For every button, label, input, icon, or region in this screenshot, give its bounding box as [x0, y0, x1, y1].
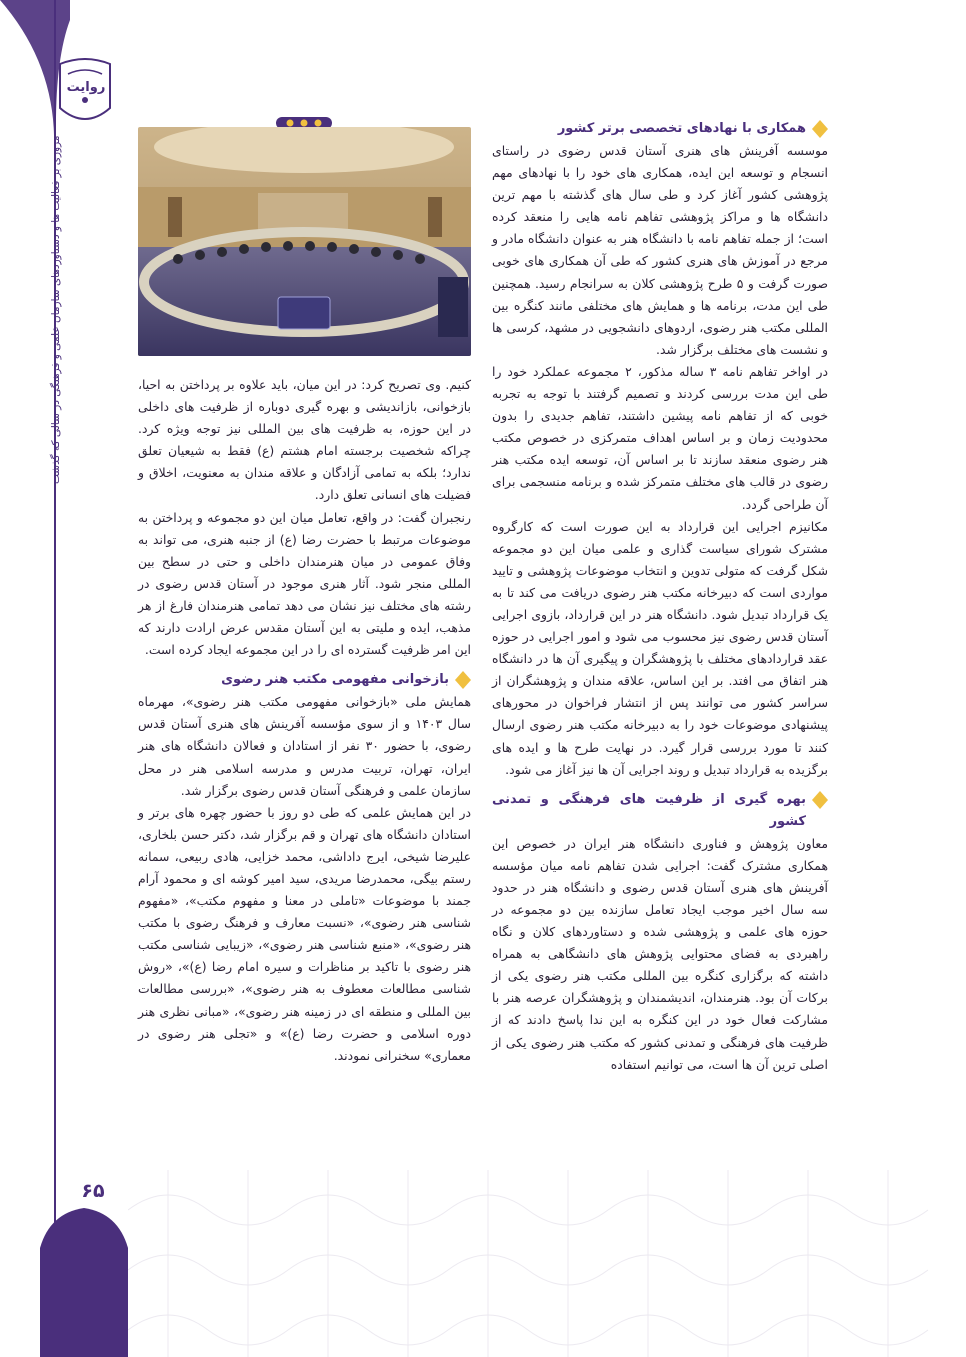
heading-bullet-icon	[812, 120, 828, 138]
heading-text: بهره گیری از ظرفیت های فرهنگی و تمدنی کشور	[492, 791, 806, 829]
heading-bullet-icon	[812, 791, 828, 809]
logo-text: روایت	[66, 80, 106, 95]
heading-bullet-icon	[455, 671, 471, 689]
page-number: ۶۵	[81, 1180, 105, 1202]
paragraph: در اواخر تفاهم نامه ۳ ساله مذکور، ۲ مجموعه عملکرد خود را طی این مدت بررسی کردند و تصمیم گرفتند با توجه به تجربه خوبی که از تفاهم نامه پیشین داشتند، تفاهم جدیدی را بدون محدودیت زمان و بر اساس اهداف متمرکزی در خصوص مکتب هنر رضوی منعقد سازند تا بر اساس آن، توسعه ایده مکتب هنر رضوی در قالب های مختلف متمرکز شده و برنامه منسجمی برای آن طراحی گردد.	[492, 363, 828, 512]
footer-geometric-pattern	[128, 1170, 966, 1357]
right-text-column	[492, 118, 828, 1076]
page-tab-ornament	[40, 1208, 128, 1357]
heading-text: همکاری با نهادهای تخصصی برتر کشور	[557, 121, 806, 136]
left-text-column	[138, 374, 471, 1067]
paragraph: موسسه آفرینش های هنری آستان قدس رضوی در راستای انسجام و توسعه این ایده، همکاری های خود را با نهادهای مهم پژوهشی کشور آغاز کرد و طی سال های گذشته با مهم ترین دانشگاه ها و مراکز پژوهشی تفاهم نامه هایی را منعقد کرده است؛ از جمله تفاهم نامه با دانشگاه هنر به عنوان دانشگاه مادر و مرجع در آموزش های هنری کشور که طی آن همکاری های خوبی صورت گرفت و ۵ طرح پژوهشی کلان به سرانجام رسید. همچنین طی این مدت، برنامه ها و همایش های مختلفی مانند کنگره بین المللی مکتب هنر رضوی، اردوهای دانشجویی در مشهد، کرسی ها و نشست های مختلف برگزار شد.	[492, 143, 828, 357]
heading-text: بازخوانی مفهومی مکتب هنر رضوی	[221, 672, 449, 688]
meeting-photo	[138, 127, 471, 356]
section-heading-cultural-capacity	[492, 789, 828, 833]
paragraph: مکانیزم اجرایی این قرارداد به این صورت است که کارگروه مشترک شورای سیاست گذاری و علمی میان این دو مجموعه شکل گرفت که متولی تدوین و انتخاب موضوعات پژوهشی و تایید مواردی است که دبیرخانه مکتب هنر رضوی دریافت می کند تا به یک قرارداد تبدیل شود. دانشگاه هنر در این قرارداد، بازوی اجرایی آستان قدس رضوی نیز محسوب می شود و امور اجرایی در حوزه عقد قراردادهای مختلف با پژوهشگران و پیگیری آن ها در دانشگاه هنر اتفاق می افتد. بر این اساس، علاقه مندان و پژوهشگران از سراسر کشور می توانند پس از انتشار فراخوان در محورهای پیشنهادی موضوعات خود را به دبیرخانه مکتب هنر رضوی ارسال کنند تا مورد بررسی قرار گیرد. در نهایت طرح ها و ایده های برگزیده به قرارداد تبدیل و روند اجرایی آن ها نیز آغاز می شود.	[492, 518, 828, 777]
section-heading-reconceptualization	[138, 669, 471, 691]
side-caption: مروری بر فعالیت ها و دستاوردهای سازمان علمی و فرهنگی در سالی که گذشت	[50, 135, 62, 484]
paragraph: معاون پژوهش و فناوری دانشگاه هنر ایران در خصوص این همکاری مشترک گفت: اجرایی شدن تفاهم نامه میان مؤسسه آفرینش های هنری آستان قدس رضوی و دانشگاه هنر در حدود سه سال اخیر موجب ایجاد تعامل سازنده بین دو مجموعه در حوزه های علمی و پژوهشی شده و دستاوردهای کلان و نگاه راهبردی به فضای محتوایی پژوهش های دانشگاهی به همراه داشته که برگزاری کنگره بین المللی مکتب هنر رضوی یکی از برکات آن بود. هنرمندان، اندیشمندان و پژوهشگران عرصه هنر با مشارکت فعال خود در این کنگره به این ندا پاسخ دادند که از ظرفیت های فرهنگی و تمدنی کشور که مکتب هنر رضوی یکی از اصلی ترین آن ها است، می توانیم استفاده	[492, 835, 828, 1072]
paragraph: همایش ملی «بازخوانی مفهومی مکتب هنر رضوی»، مهرماه سال ۱۴۰۳ و از سوی مؤسسه آفرینش های هنری آستان قدس رضوی، با حضور ۳۰ نفر از استادان و فعالان دانشگاه های هنر ایران، تهران، تربیت مدرس و مدرسه اسلامی هنر در محل سازمان علمی و فرهنگی آستان قدس رضوی برگزار شد.	[138, 694, 471, 798]
paragraph: در این همایش علمی که طی دو روز با حضور چهره های برتر و استادان دانشگاه های تهران و قم برگزار شد، دکتر حسن بلخاری، علیرضا شیخی، ایرج داداشی، محمد خزایی، هادی ربیعی، سمانه رستم بیگی، محمدرضا مریدی، سید امیر کوشه ای و محمود آرام جمند با موضوعات «تاملی در معنا و مفهوم مکتب»، «مفهوم شناسی هنر رضوی»، «نسبت معارف و فرهنگ رضوی با مکتب هنر رضوی»، «منبع شناسی هنر رضوی»، «زیبایی شناسی مکتب هنر رضوی با تاکید بر مناظرات و سیره امام رضا (ع)»، «روش شناسی مطالعات معطوف به هنر رضوی»، «بررسی مطالعات بین المللی و منطقه ای در زمینه هنر رضوی»، «مبانی نظری هنر دوره اسلامی و حضرت رضا (ع)» و «تجلی هنر رضوی در معماری» سخنرانی نمودند.	[138, 804, 471, 1063]
paragraph: کنیم. وی تصریح کرد: در این میان، باید علاوه بر پرداختن به احیا، بازخوانی، بازاندیشی و بهره گیری دوباره از ظرفیت های داخلی در این حوزه، به ظرفیت های بین المللی نیز توجه ویژه کرد. چراکه شخصیت برجسته امام هشتم (ع) فقط به شیعیان تعلق ندارد؛ بلکه به تمامی آزادگان و علاقه مندان به معنویت، اخلاق و فضیلت های انسانی تعلق دارد.	[138, 377, 471, 503]
section-heading-cooperation	[492, 118, 828, 140]
paragraph: رنجبران گفت: در واقع، تعامل میان این دو مجموعه و پرداختن به موضوعات مرتبط با حضرت رضا (ع) از جنبه هنری، می تواند به وفاق عمومی در میان هنرمندان داخلی و حتی در سطح بین المللی منجر شود. آثار هنری موجود در آستان قدس رضوی در رشته های مختلف نیز نشان می دهد تمامی هنرمندان فارغ از هر مذهب، ایده و ملیتی به این آستان مقدس عرض ارادت دارند که این امر ظرفیت گسترده ای را در این مجموعه ایجاد کرده است.	[138, 509, 471, 658]
